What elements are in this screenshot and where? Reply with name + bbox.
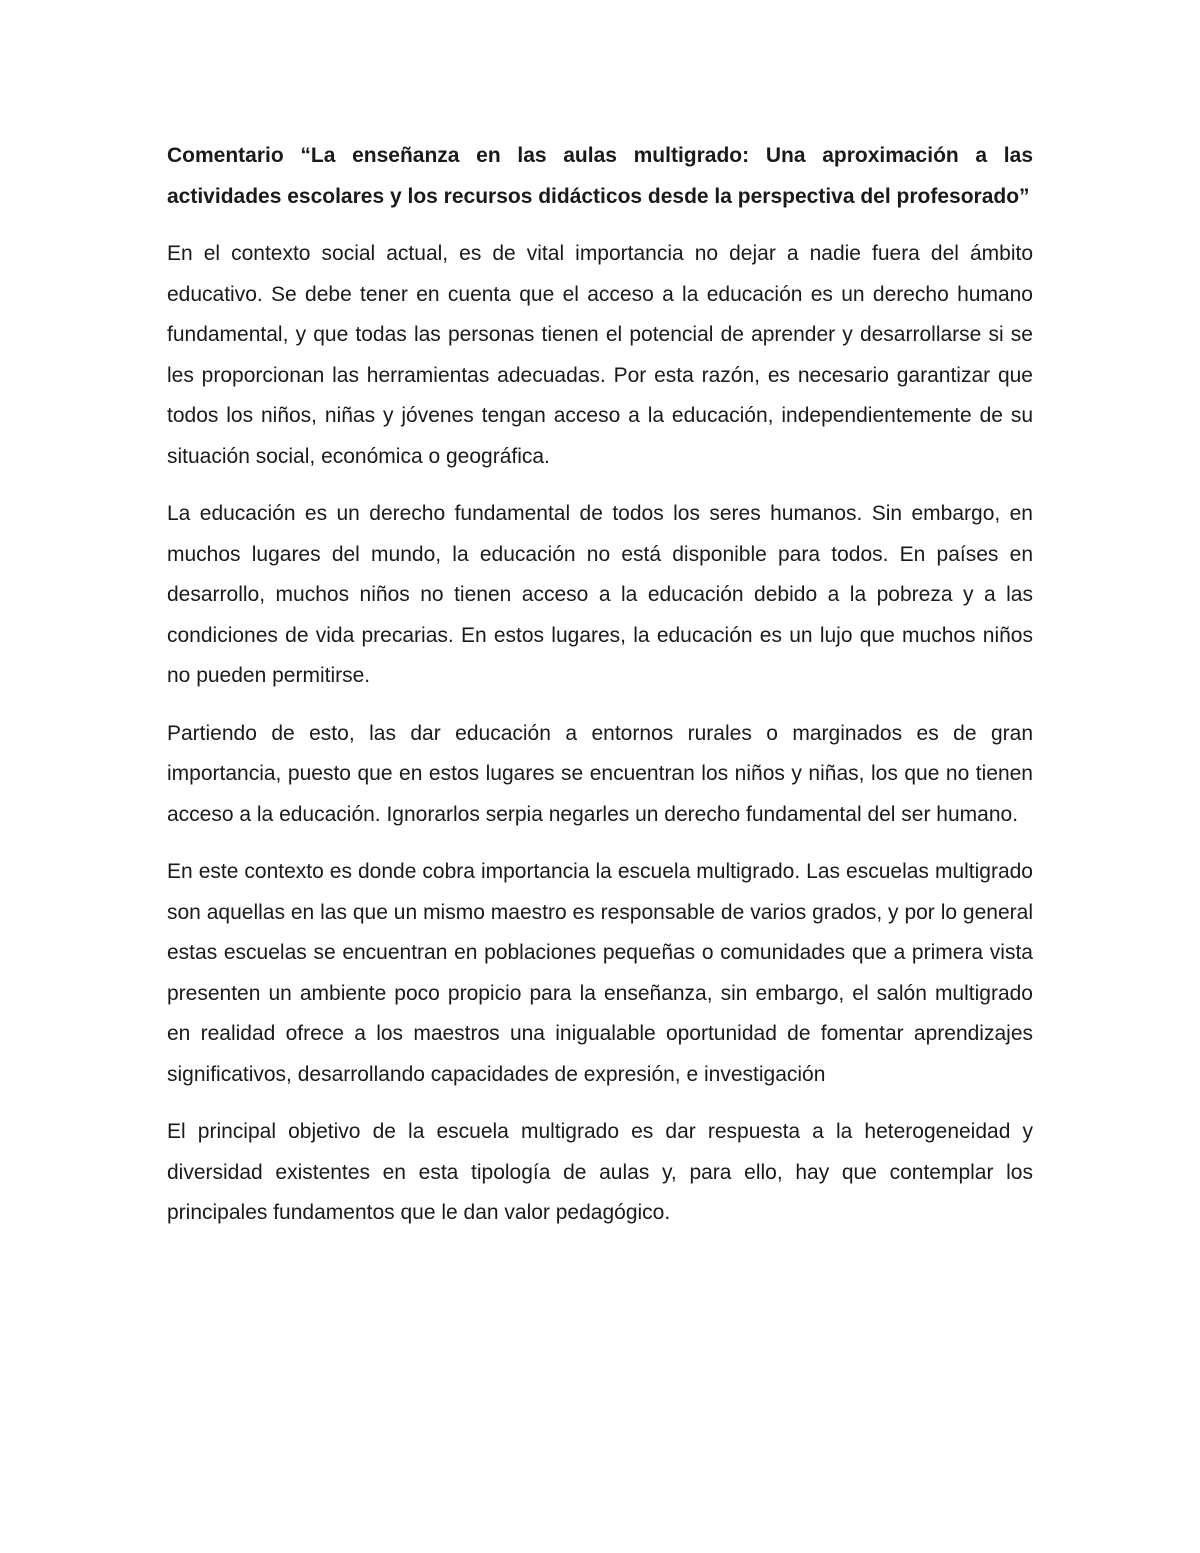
paragraph-4: En este contexto es donde cobra importancia la escuela multigrado. Las escuelas multigrado son aquellas en las que un mismo maestro es responsable de varios grados, y por lo general estas escuelas se encuentran en poblaciones pequeñas o comunidades que a primera vista presenten un ambiente poco propicio para la enseñanza, sin embargo, el salón multigrado en realidad ofrece a los maestros una inigualable oportunidad de fomentar aprendizajes significativos, desarrollando capacidades de expresión, e investigación <box>167 860 1033 1086</box>
paragraph-5: El principal objetivo de la escuela multigrado es dar respuesta a la heterogeneidad y diversidad existentes en esta tipología de aulas y, para ello, hay que contemplar los principales fundamentos que le dan valor pedagógico. <box>167 1120 1033 1224</box>
paragraph-1: En el contexto social actual, es de vital importancia no dejar a nadie fuera del ámbito educativo. Se debe tener en cuenta que el acceso a la educación es un derecho humano fundamental, y que todas las personas tienen el potencial de aprender y desarrollarse si se les proporcionan las herramientas adecuadas. Por esta razón, es necesario garantizar que todos los niños, niñas y jóvenes tengan acceso a la educación, independientemente de su situación social, económica o geográfica. <box>167 242 1033 468</box>
paragraph-2: La educación es un derecho fundamental de todos los seres humanos. Sin embargo, en muchos lugares del mundo, la educación no está disponible para todos. En países en desarrollo, muchos niños no tienen acceso a la educación debido a la pobreza y a las condiciones de vida precarias. En estos lugares, la educación es un lujo que muchos niños no pueden permitirse. <box>167 502 1033 687</box>
paragraph-3: Partiendo de esto, las dar educación a entornos rurales o marginados es de gran importancia, puesto que en estos lugares se encuentran los niños y niñas, los que no tienen acceso a la educación. Ignorarlos serpia negarles un derecho fundamental del ser humano. <box>167 721 1033 826</box>
document-title: Comentario “La enseñanza en las aulas multigrado: Una aproximación a las actividades escolares y los recursos didácticos desde la perspectiva del profesorado” <box>167 144 1033 208</box>
document-page <box>167 136 1033 1251</box>
